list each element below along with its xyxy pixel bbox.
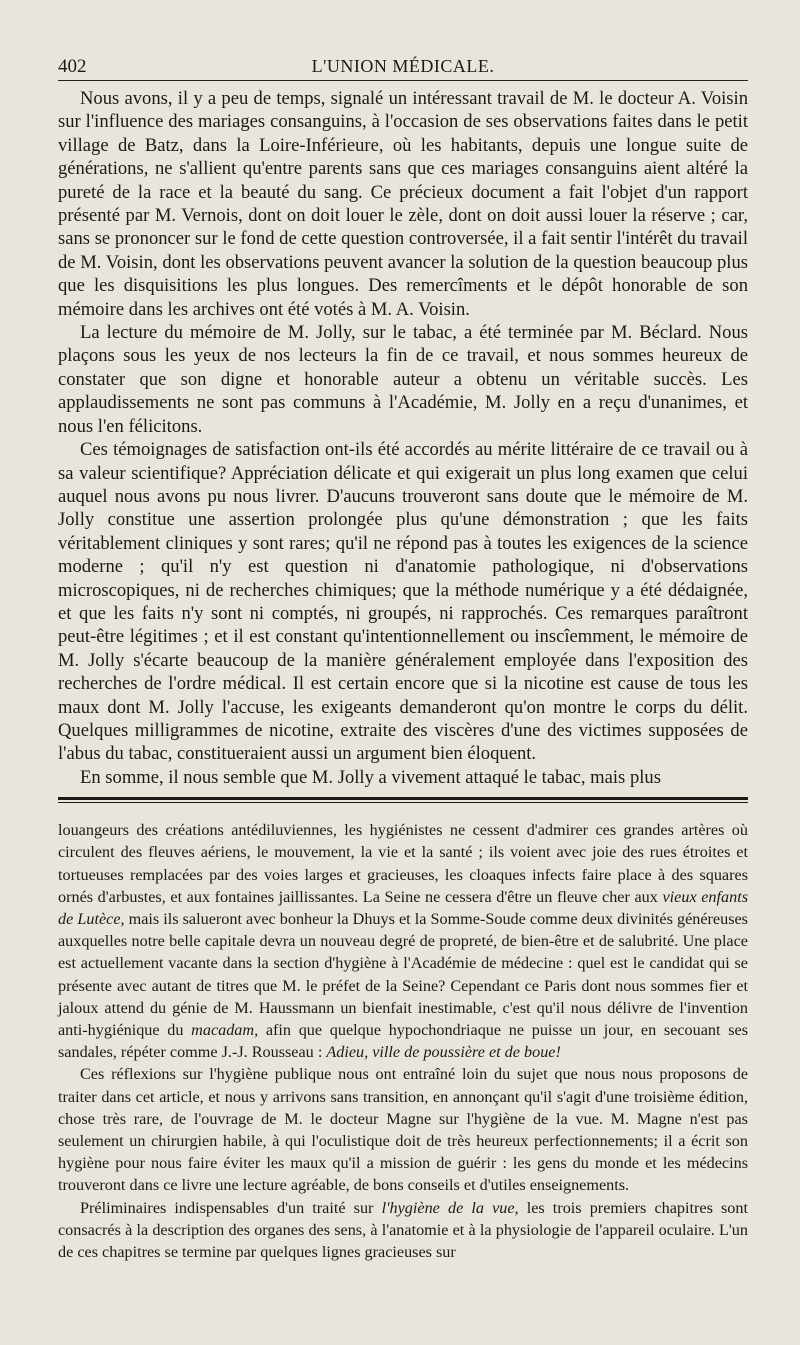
page-number: 402 [58,56,87,77]
italic-run: Adieu, ville de poussière et de boue! [326,1043,561,1062]
text-run: louangeurs des créations antédiluviennes, les hygiénistes ne cessent d'admirer ces grandes artères où circulent des fleuves aériens, le mouvement, la vie et la santé ; ils voient avec joie des rues étroites et tortueuses remplacées par des voies larges et gracieuses, les cloaques infects faire place à des squares ornés d'arbustes, et aux fontaines jaillissantes. La Seine ne cessera d'être un fleuve cher aux [58,821,748,906]
feuilleton-text [58,819,748,1263]
text-run: afin que quelque hypochondriaque ne puisse un jour, en secouant ses sandales, répéter comme J.-J. Rousseau : [58,1021,748,1062]
paragraph-jolly-lecture: La lecture du mémoire de M. Jolly, sur le tabac, a été terminée par M. Béclard. Nous plaçons sous les yeux de nos lecteurs la fin de ce travail, et nous sommes heureux de constater que son digne et honorable auteur a obtenu un véritable succès. Les applaudissements ne sont pas communs à l'Académie, M. Jolly en a reçu d'unanimes, et nous l'en félicitons. [58,322,748,437]
main-text [58,87,748,789]
paragraph-voisin: Nous avons, il y a peu de temps, signalé un intéressant travail de M. le docteur A. Voisin sur l'influence des mariages consanguins, à l'occasion de ses observations faites dans le petit village de Batz, dans la Loire-Inférieure, où les habitants, depuis une longue suite de générations, ne s'allient qu'entre parents sans que ces mariages consanguins aient altéré la pureté de la race et la beauté du sang. Ce précieux document a fait l'objet d'un rapport présenté par M. Vernois, dont on doit louer le zèle, dont on doit aussi louer la réserve ; car, sans se prononcer sur le fond de cette question controversée, il a fait sentir l'intérêt du travail de M. Voisin, dont les observations peuvent avancer la solution de la question beaucoup plus que les disquisitions les plus longues. Des remercîments et le dépôt honorable de son mémoire dans les archives ont été votés à M. A. Voisin. [58,88,748,320]
italic-run: macadam, [191,1021,259,1040]
feuilleton-paragraph-hygienistes [58,819,748,1063]
paragraph-en-somme: En somme, il nous semble que M. Jolly a vivement attaqué le tabac, mais plus [80,766,661,788]
text-run: Préliminaires indispensables d'un traité sur [80,1198,382,1217]
italic-run: vieux enfants de Lutèce, [58,887,749,928]
text-run: mais ils salueront avec bonheur la Dhuys et la Somme-Soude comme deux divinités généreuses auxquelles notre belle capitale devra un nouveau degré de propreté, de bien-être et de salubrité. Une place est actuellement vacante dans la section d'hygiène à l'Académie de médecine : quel est le candidat qui se présente avec autant de titres que M. le préfet de la Seine? Cependant ce Paris dont nous sommes fier et jaloux attend du génie de M. Haussmann un bienfait inestimable, c'est qu'il nous délivre de l'invention anti-hygiénique du [58,910,748,1040]
running-head: L'UNION MÉDICALE. [311,56,495,76]
feuilleton-separator [58,797,748,803]
page-header [58,50,748,81]
paragraph-temoignages: Ces témoignages de satisfaction ont-ils été accordés au mérite littéraire de ce travail ou à sa valeur scientifique? Appréciation délicate et qui exigerait un plus long examen que celui auquel nous avons pu nous livrer. D'aucuns trouveront sans doute que le mémoire de M. Jolly constitue une assertion prolongée plus qu'une démonstration ; que les faits véritablement cliniques y sont rares; qu'il ne répond pas à toutes les exigences de la science moderne ; qu'il n'y est question ni d'anatomie pathologique, ni d'observations microscopiques, ni de recherches chimiques; que la méthode numérique y a été dédaignée, et que les faits n'y sont ni comptés, ni groupés, ni rapprochés. Ces remarques paraîtront peut-être légitimes ; et il est constant qu'intentionnellement ou inscîemment, le mémoire de M. Jolly s'écarte beaucoup de la manière généralement employée dans l'exposition des recherches de l'ordre médical. Il est certain encore que si la nicotine est cause de tous les maux dont M. Jolly l'accuse, les exigeants demanderont qu'on montre le corps du délit. Quelques milligrammes de nicotine, extraite des viscères d'une des victimes supposées de l'abus du tabac, constitueraient aussi un argument bien éloquent. [58,439,748,765]
feuilleton-paragraph-magne: Ces réflexions sur l'hygiène publique nous ont entraîné loin du sujet que nous nous proposons de traiter dans cet article, et nous y arrivons sans transition, en annonçant qu'il s'agit d'une troisième édition, chose très rare, de l'ouvrage de M. le docteur Magne sur l'hygiène de la vue. M. Magne n'est pas seulement un chirurgien habile, à qui l'oculistique doit de très heureux perfectionnements; il a écrit son hygiène pour nous faire éviter les maux qu'il a mission de guérir : les gens du monde et les médecins trouveront dans ce livre une lecture agréable, de bons conseils et d'utiles enseignements. [58,1065,748,1195]
text-run: les trois premiers chapitres sont consacrés à la description des organes des sens, à l'anatomie et à la physiologie de l'appareil oculaire. L'un de ces chapitres se termine par quelques lignes gracieuses sur [58,1198,748,1262]
italic-run: l'hygiène de la vue, [381,1198,519,1217]
feuilleton-paragraph-preliminaires [58,1197,748,1264]
